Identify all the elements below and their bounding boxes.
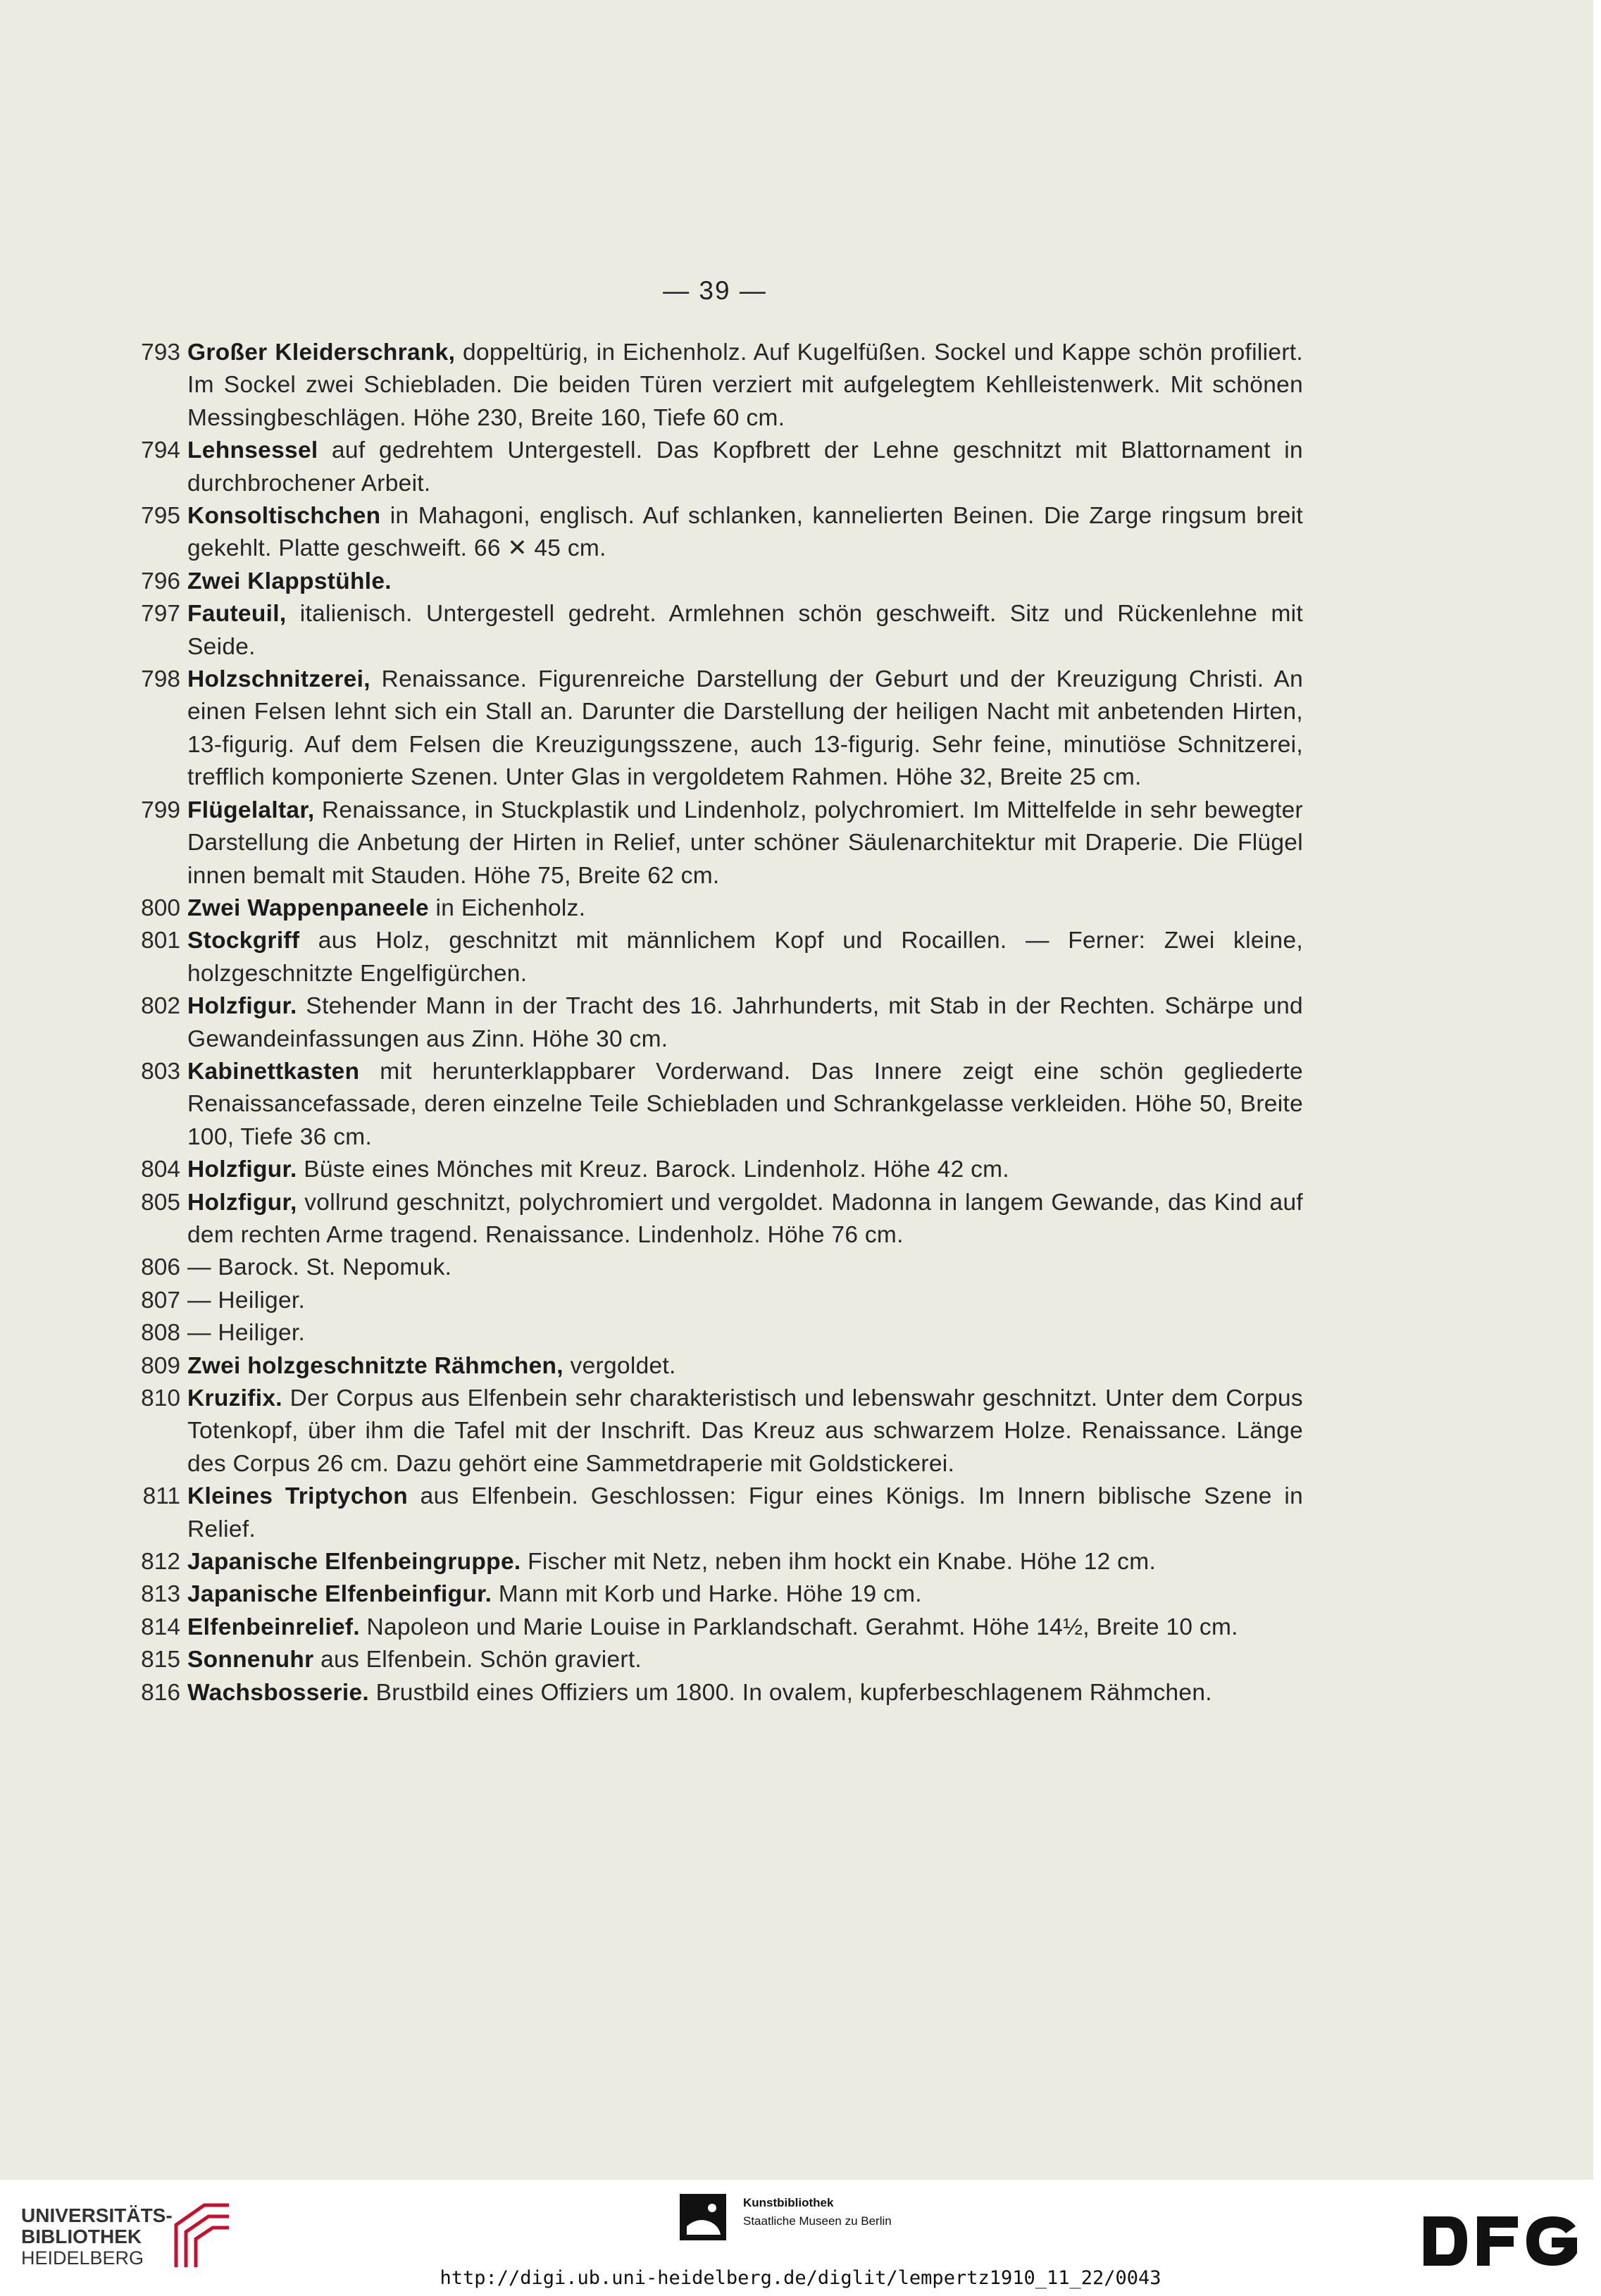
entry-body bbox=[187, 925, 1303, 990]
entry-body bbox=[187, 566, 1303, 598]
catalog-entry bbox=[127, 566, 1303, 598]
entry-number: 814 bbox=[141, 1614, 180, 1640]
entry-description: doppeltürig, in Eichenholz. Auf Kugelfüßen. Sockel und Kappe schön profiliert. Im Sockel zwei Schiebladen. Die beiden Türen verziert mit aufgelegtem Kehlleistenwerk. Mit schönen Messingbeschlägen. Höhe 230, Breite 160, Tiefe 60 cm. bbox=[187, 339, 1303, 431]
entry-description: mit herunterklappbarer Vorderwand. Das Innere zeigt eine schön gegliederte Renaissancefassade, deren einzelne Teile Schiebladen und Schrankgelasse verkleiden. Höhe 50, Breite 100, Tiefe 36 cm. bbox=[187, 1058, 1303, 1150]
catalog-entry bbox=[127, 1383, 1303, 1480]
catalog-entry bbox=[127, 1056, 1303, 1154]
entry-body bbox=[187, 1611, 1303, 1644]
entry-title: Holzfigur, bbox=[187, 1189, 297, 1216]
catalog-entry bbox=[127, 794, 1303, 892]
catalog-entry-list bbox=[127, 337, 1303, 1709]
catalog-entry bbox=[127, 337, 1303, 435]
entry-description: Napoleon und Marie Louise in Parklandschaft. Gerahmt. Höhe 14½, Breite 10 cm. bbox=[359, 1614, 1238, 1640]
entry-number: 801 bbox=[141, 928, 180, 954]
entry-body bbox=[187, 1350, 1303, 1383]
catalog-entry bbox=[127, 500, 1303, 566]
entry-description: Renaissance. Figurenreiche Darstellung der Geburt und der Kreuzigung Christi. An einen Felsen lehnt sich ein Stall an. Darunter die Darstellung der heiligen Nacht mit anbetenden Hirten, 13-figurig. Auf dem Felsen die Kreuzigungsszene, auch 13-figurig. Sehr feine, minutiöse Schnitzerei, trefflich komponierte Szenen. Unter Glas in vergoldetem Rahmen. Höhe 32, Breite 25 cm. bbox=[187, 666, 1303, 791]
catalog-entry bbox=[127, 1317, 1303, 1349]
entry-number: 804 bbox=[141, 1156, 180, 1183]
entry-description: — Heiliger. bbox=[187, 1320, 306, 1347]
entry-description: Brustbild eines Offiziers um 1800. In ovalem, kupferbeschlagenem Rähmchen. bbox=[369, 1679, 1212, 1706]
entry-title: Japanische Elfenbeingruppe. bbox=[187, 1549, 521, 1576]
kunstbibliothek-subtitle: Staatliche Museen zu Berlin bbox=[743, 2214, 892, 2228]
entry-title: Zwei Wappenpaneele bbox=[187, 894, 429, 921]
entry-number: 794 bbox=[141, 437, 180, 464]
catalog-entry bbox=[127, 925, 1303, 990]
ub-heidelberg-logo[interactable] bbox=[21, 2194, 232, 2275]
entry-description: vergoldet. bbox=[563, 1352, 676, 1379]
catalog-entry bbox=[127, 1285, 1303, 1317]
dfg-logo[interactable] bbox=[1419, 2209, 1581, 2273]
entry-title: Wachsbosserie. bbox=[187, 1679, 370, 1706]
entry-body bbox=[187, 794, 1303, 892]
entry-description: in Mahagoni, englisch. Auf schlanken, kannelierten Beinen. Die Zarge ringsum breit gekehlt. Platte geschweift. 66 ✕ 45 cm. bbox=[187, 503, 1303, 562]
entry-description: Büste eines Mönches mit Kreuz. Barock. Lindenholz. Höhe 42 cm. bbox=[297, 1156, 1009, 1183]
kunstbibliothek-mark-icon bbox=[680, 2194, 726, 2240]
entry-body bbox=[187, 1056, 1303, 1154]
entry-description: Der Corpus aus Elfenbein sehr charakteristisch und lebenswahr geschnitzt. Unter dem Corpus Totenkopf, über ihm die Tafel mit der Inschrift. Das Kreuz aus schwarzem Holze. Renaissance. Länge des Corpus 26 cm. Dazu gehört eine Sammetdraperie mit Goldstickerei. bbox=[187, 1385, 1303, 1477]
kunstbibliothek-logo[interactable] bbox=[680, 2194, 961, 2257]
page-edge bbox=[1593, 0, 1601, 2180]
entry-title: Holzfigur. bbox=[187, 993, 297, 1020]
entry-body bbox=[187, 1644, 1303, 1676]
entry-description: italienisch. Untergestell gedreht. Armlehnen schön geschweift. Sitz und Rückenlehne mit Seide. bbox=[187, 601, 1303, 660]
entry-title: Konsoltischchen bbox=[187, 503, 381, 530]
entry-title: Zwei Klappstühle. bbox=[187, 568, 392, 594]
entry-description: — Heiliger. bbox=[187, 1287, 306, 1314]
entry-number: 797 bbox=[141, 601, 180, 628]
catalog-entry bbox=[127, 1578, 1303, 1611]
catalog-entry bbox=[127, 1677, 1303, 1709]
ub-line-3: HEIDELBERG bbox=[21, 2247, 144, 2269]
entry-body bbox=[187, 1677, 1303, 1709]
ub-heidelberg-mark-icon bbox=[162, 2197, 239, 2274]
catalog-entry bbox=[127, 1546, 1303, 1578]
entry-title: Holzfigur. bbox=[187, 1156, 297, 1183]
entry-body bbox=[187, 1546, 1303, 1578]
entry-number: 810 bbox=[141, 1385, 180, 1411]
entry-body bbox=[187, 1383, 1303, 1480]
entry-title: Elfenbeinrelief. bbox=[187, 1614, 360, 1640]
catalog-entry bbox=[127, 1252, 1303, 1284]
catalog-entry bbox=[127, 1644, 1303, 1676]
catalog-entry bbox=[127, 990, 1303, 1056]
entry-number: 816 bbox=[141, 1679, 180, 1706]
catalog-entry bbox=[127, 1480, 1303, 1546]
catalog-entry bbox=[127, 1350, 1303, 1383]
entry-description: aus Elfenbein. Geschlossen: Figur eines Königs. Im Innern biblische Szene in Relief. bbox=[187, 1483, 1303, 1542]
entry-body bbox=[187, 1252, 1303, 1284]
entry-number: 812 bbox=[141, 1549, 180, 1576]
source-url[interactable]: http://digi.ub.uni-heidelberg.de/diglit/lempertz1910_11_22/0043 bbox=[440, 2267, 1161, 2289]
entry-title: Kleines Triptychon bbox=[187, 1483, 409, 1510]
entry-body bbox=[187, 1317, 1303, 1349]
entry-description: in Eichenholz. bbox=[428, 894, 586, 921]
entry-body bbox=[187, 1187, 1303, 1252]
entry-number: 799 bbox=[141, 797, 180, 823]
entry-number: 795 bbox=[141, 503, 180, 530]
entry-number: 805 bbox=[141, 1189, 180, 1216]
entry-number: 809 bbox=[141, 1352, 180, 1379]
entry-title: Stockgriff bbox=[187, 928, 300, 954]
entry-body bbox=[187, 337, 1303, 435]
entry-body bbox=[187, 598, 1303, 663]
entry-number: 803 bbox=[141, 1058, 180, 1085]
entry-body bbox=[187, 1154, 1303, 1186]
entry-number: 811 bbox=[142, 1483, 180, 1510]
entry-title: Japanische Elfenbeinfigur. bbox=[187, 1581, 492, 1608]
entry-description: Fischer mit Netz, neben ihm hockt ein Knabe. Höhe 12 cm. bbox=[521, 1549, 1157, 1576]
entry-number: 808 bbox=[141, 1320, 180, 1347]
ub-heidelberg-wordmark bbox=[21, 2205, 173, 2269]
entry-number: 813 bbox=[141, 1581, 180, 1608]
catalog-entry bbox=[127, 598, 1303, 663]
entry-number: 806 bbox=[141, 1254, 180, 1281]
entry-number: 802 bbox=[141, 993, 180, 1020]
entry-title: Kabinettkasten bbox=[187, 1058, 360, 1085]
entry-title: Fauteuil, bbox=[187, 601, 287, 628]
entry-description: Renaissance, in Stuckplastik und Lindenholz, polychromiert. Im Mittelfelde in sehr bewegter Darstellung die Anbetung der Hirten in Relief, unter schöner Säulenarchitektur mit Draperie. Die Flügel innen bemalt mit Stauden. Höhe 75, Breite 62 cm. bbox=[187, 797, 1303, 889]
entry-body bbox=[187, 990, 1303, 1056]
entry-description: auf gedrehtem Untergestell. Das Kopfbrett der Lehne geschnitzt mit Blattornament in durchbrochener Arbeit. bbox=[187, 437, 1303, 497]
entry-title: Sonnenuhr bbox=[187, 1647, 314, 1673]
entry-body bbox=[187, 1285, 1303, 1317]
catalog-entry bbox=[127, 663, 1303, 794]
catalog-entry bbox=[127, 892, 1303, 925]
entry-title: Großer Kleiderschrank, bbox=[187, 339, 456, 366]
entry-body bbox=[187, 892, 1303, 925]
entry-number: 807 bbox=[141, 1287, 180, 1314]
page-number: — 39 — bbox=[663, 276, 767, 305]
kunstbibliothek-wordmark bbox=[743, 2194, 892, 2231]
entry-body bbox=[187, 663, 1303, 794]
entry-description: vollrund geschnitzt, polychromiert und vergoldet. Madonna in langem Gewande, das Kind auf dem rechten Arme tragend. Renaissance. Lindenholz. Höhe 76 cm. bbox=[187, 1189, 1303, 1248]
entry-number: 796 bbox=[141, 568, 180, 594]
entry-description: — Barock. St. Nepomuk. bbox=[187, 1254, 452, 1281]
entry-number: 798 bbox=[141, 666, 180, 693]
entry-body bbox=[187, 1480, 1303, 1546]
entry-number: 793 bbox=[141, 339, 180, 366]
entry-number: 815 bbox=[141, 1647, 180, 1673]
catalog-entry bbox=[127, 1187, 1303, 1252]
entry-body bbox=[187, 1578, 1303, 1611]
entry-description: aus Holz, geschnitzt mit männlichem Kopf und Rocaillen. — Ferner: Zwei kleine, holzgeschnitzte Engelfigürchen. bbox=[187, 928, 1303, 987]
catalog-entry bbox=[127, 1154, 1303, 1186]
entry-body bbox=[187, 500, 1303, 566]
catalog-entry bbox=[127, 435, 1303, 500]
entry-description: Stehender Mann in der Tracht des 16. Jahrhunderts, mit Stab in der Rechten. Schärpe und Gewandeinfassungen aus Zinn. Höhe 30 cm. bbox=[187, 993, 1303, 1052]
entry-title: Holzschnitzerei, bbox=[187, 666, 370, 693]
entry-title: Lehnsessel bbox=[187, 437, 318, 464]
entry-description: Mann mit Korb und Harke. Höhe 19 cm. bbox=[492, 1581, 922, 1608]
entry-body bbox=[187, 435, 1303, 500]
kunstbibliothek-name: Kunstbibliothek bbox=[743, 2196, 834, 2209]
entry-description: aus Elfenbein. Schön graviert. bbox=[313, 1647, 642, 1673]
entry-number: 800 bbox=[141, 894, 180, 921]
ub-line-2: BIBLIOTHEK bbox=[21, 2226, 142, 2247]
catalog-entry bbox=[127, 1611, 1303, 1644]
entry-title: Flügelaltar, bbox=[187, 797, 315, 823]
entry-title: Zwei holzgeschnitzte Rähmchen, bbox=[187, 1352, 563, 1379]
entry-title: Kruzifix. bbox=[187, 1385, 282, 1411]
ub-line-1: UNIVERSITÄTS- bbox=[21, 2204, 173, 2226]
